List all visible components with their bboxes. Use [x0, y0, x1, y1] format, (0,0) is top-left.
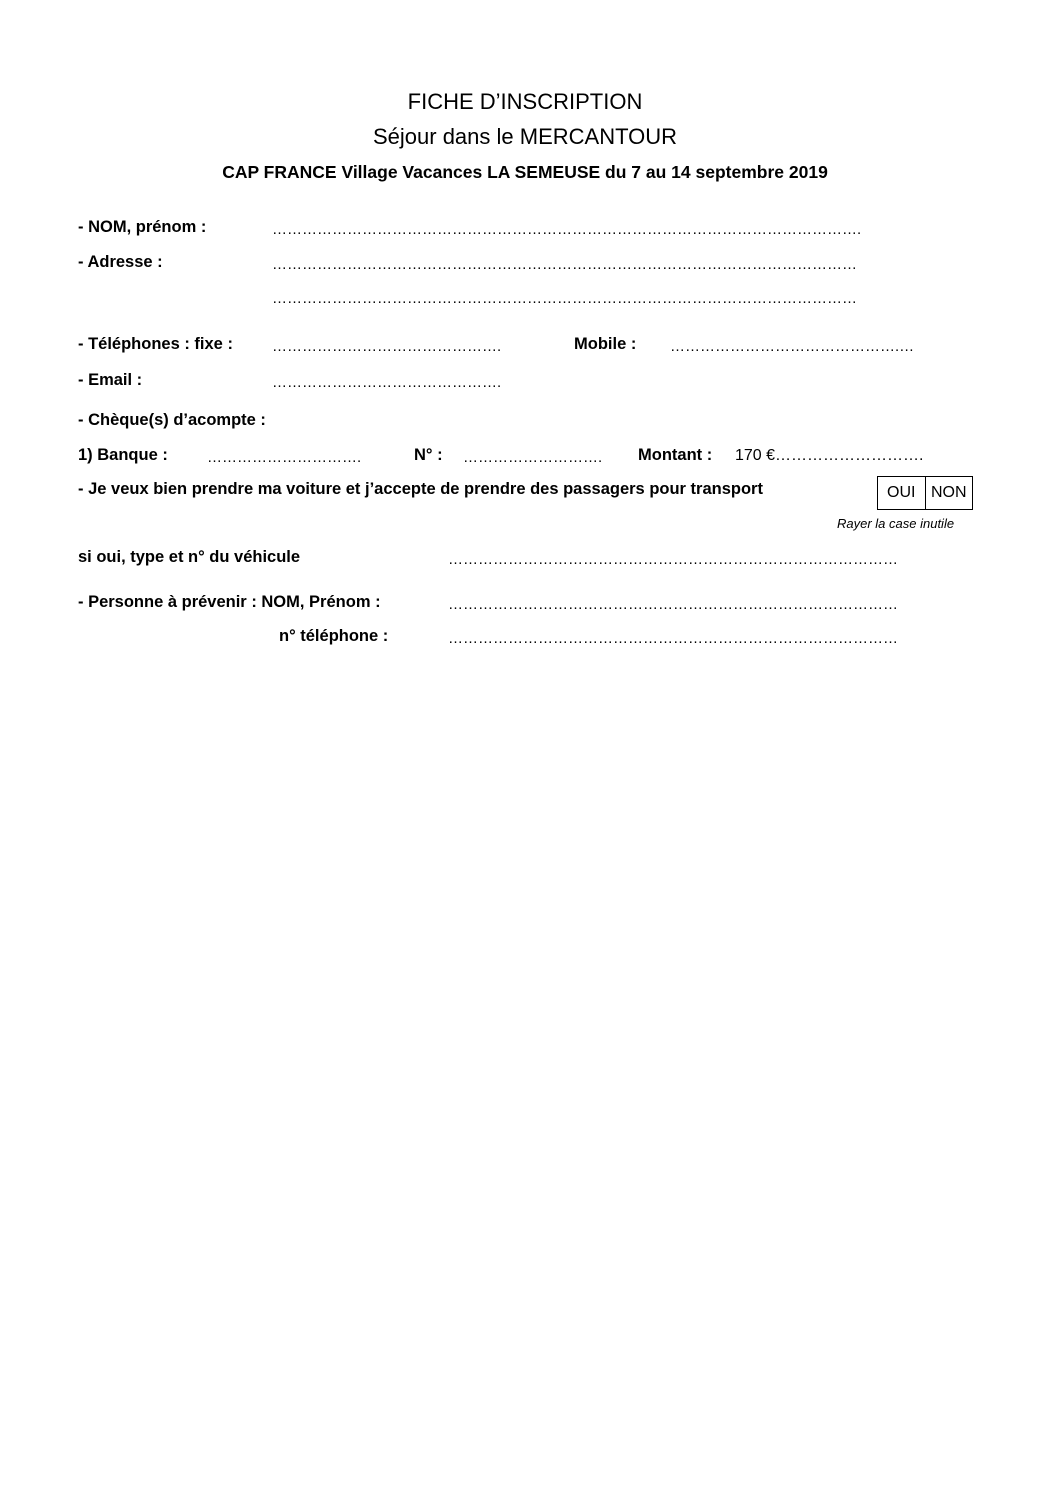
email-field[interactable]: ………………………………………. [272, 374, 502, 391]
rayer-note: Rayer la case inutile [837, 516, 955, 531]
form-subtitle: Séjour dans le MERCANTOUR [372, 124, 678, 149]
non-option[interactable]: NON [930, 484, 967, 501]
personne-field[interactable]: ……………………………………………………………………………… [448, 596, 898, 613]
form-event-line: CAP FRANCE Village Vacances LA SEMEUSE du 7 au 14 septembre 2019 [222, 162, 828, 182]
nom-field[interactable]: ………………………………………………………………………………………………………. [272, 221, 862, 238]
adresse-field-line1[interactable]: ……………………………………………………………………………………………………… [272, 256, 857, 273]
oui-option[interactable]: OUI [878, 477, 926, 509]
mobile-field[interactable]: ……………………………………….… [670, 338, 915, 355]
montant-field[interactable]: 170 €………………………. [735, 447, 924, 464]
form-title: FICHE D’INSCRIPTION [407, 89, 643, 114]
banque-label: 1) Banque : [78, 446, 168, 464]
mobile-label: Mobile : [574, 335, 637, 353]
personne-telephone-field[interactable]: ……………………………………………………………………………… [448, 630, 898, 647]
numero-label: N° : [414, 446, 443, 464]
telephone-fixe-field[interactable]: ………………………………………. [272, 338, 502, 355]
cheque-label: - Chèque(s) d’acompte : [78, 411, 266, 429]
personne-label: - Personne à prévenir : NOM, Prénom : [78, 593, 381, 611]
nom-label: - NOM, prénom : [78, 218, 207, 236]
numero-field[interactable]: ………………………. [463, 449, 603, 466]
vehicule-label: si oui, type et n° du véhicule [78, 548, 301, 566]
oui-non-box [877, 476, 973, 510]
telephone-fixe-label: - Téléphones : fixe : [78, 335, 233, 353]
vehicule-field[interactable]: ……………………………………………………………………………… [448, 551, 898, 568]
personne-telephone-label: n° téléphone : [279, 627, 389, 645]
montant-label: Montant : [638, 446, 713, 464]
banque-field[interactable]: …………………………. [207, 449, 362, 466]
email-label: - Email : [78, 371, 143, 389]
adresse-field-line2[interactable]: ……………………………………………………………………………………………………… [272, 290, 857, 307]
adresse-label: - Adresse : [78, 253, 163, 271]
voiture-label: - Je veux bien prendre ma voiture et j’accepte de prendre des passagers pour transport [78, 480, 763, 498]
